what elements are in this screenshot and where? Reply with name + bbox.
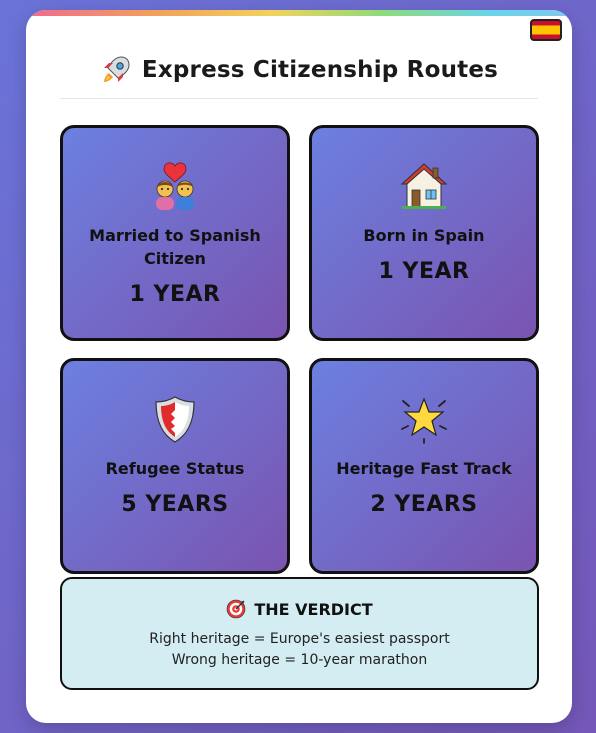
- star-burst-icon: [398, 393, 450, 445]
- route-card-born: [309, 125, 539, 341]
- route-label: Born in Spain: [363, 226, 485, 245]
- verdict-header: [62, 599, 537, 619]
- page-header: [26, 48, 572, 92]
- route-card-refugee: [60, 358, 290, 574]
- route-duration: 1 YEAR: [129, 282, 221, 307]
- rocket-icon: [100, 54, 132, 86]
- route-card-heritage: [309, 358, 539, 574]
- target-icon: [226, 599, 246, 619]
- main-card: [26, 10, 572, 723]
- header-divider: [60, 98, 538, 99]
- verdict-line-2: Wrong heritage = 10-year marathon: [171, 652, 428, 668]
- verdict-title: THE VERDICT: [254, 599, 373, 619]
- couple-with-heart-icon: [149, 160, 201, 212]
- page-title: Express Citizenship Routes: [141, 57, 499, 83]
- route-duration: 5 YEARS: [121, 492, 229, 517]
- route-card-married: [60, 125, 290, 341]
- route-duration: 1 YEAR: [378, 259, 470, 284]
- rainbow-accent-bar: [26, 10, 572, 16]
- spain-flag-icon: [530, 19, 562, 41]
- verdict-box: [60, 577, 539, 690]
- route-label: Heritage Fast Track: [336, 459, 512, 478]
- shield-icon: [149, 393, 201, 445]
- route-label: Married to Spanish Citizen: [89, 226, 261, 268]
- house-icon: [398, 160, 450, 212]
- route-duration: 2 YEARS: [370, 492, 478, 517]
- route-label: Refugee Status: [105, 459, 245, 478]
- verdict-line-1: Right heritage = Europe's easiest passport: [149, 631, 450, 647]
